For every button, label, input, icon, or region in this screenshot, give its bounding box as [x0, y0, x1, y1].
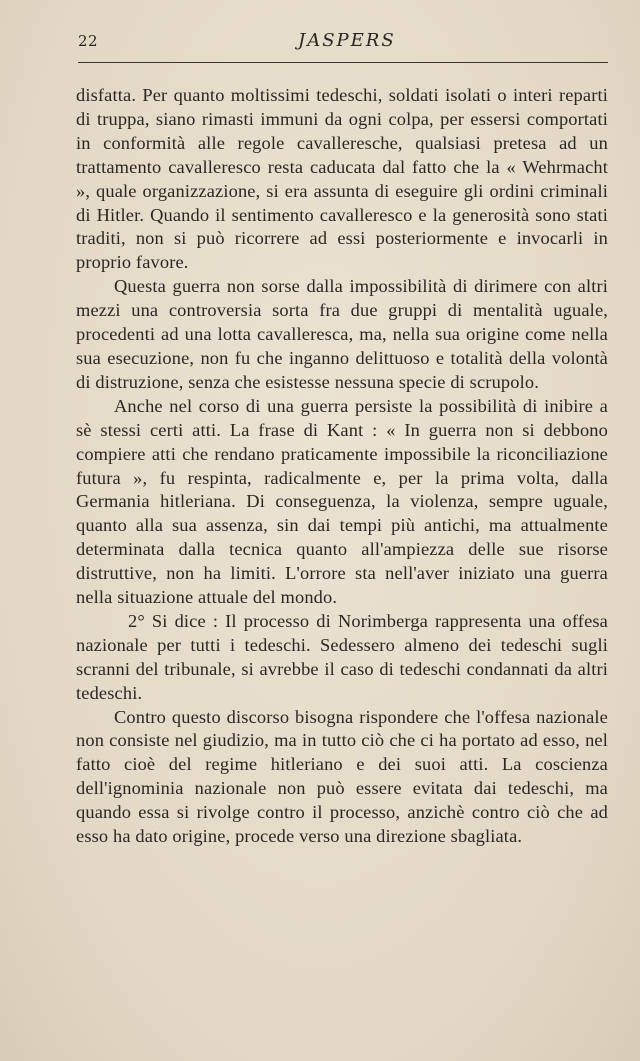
paragraph: Anche nel corso di una guerra persiste la possibilità di inibire a sè stessi certi atti. La frase di Kant : « In guerra non si debbono compiere atti che rendano praticamente impossibile la riconciliazione futura », fu respinta, radicalmente e, per la prima volta, dalla Germania hitleriana. Di conseguenza, la violenza, sempre uguale, quanto alla sua assenza, sin dai tempi più antichi, ma attualmente determinata dalla tecnica quanto all'ampiezza delle sue risorse distruttive, non ha limiti. L'orrore sta nell'aver iniziato una guerra nella situazione attuale del mondo. — [76, 395, 608, 608]
body-text — [76, 84, 608, 849]
page-header — [78, 28, 608, 58]
paragraph: Questa guerra non sorse dalla impossibilità di dirimere con altri mezzi una controversia sorta fra due gruppi di mentalità uguale, procedenti ad una lotta cavalleresca, ma, nella sua origine come nella sua esecuzione, non fu che inganno delittuoso e totalità della volontà di distruzione, senza che esistesse nessuna specie di scrupolo. — [76, 276, 608, 392]
paragraph: disfatta. Per quanto moltissimi tedeschi, soldati isolati o interi reparti di truppa, siano rimasti immuni da ogni colpa, per essersi comportati in conformità alle regole cavalleresche, qualsiasi pretesa ad un trattamento cavalleresco resta caducata dal fatto che la « Wehrmacht », quale organizzazione, si era assunta di eseguire gli ordini criminali di Hitler. Quando il sentimento cavalleresco e la generosità sono stati traditi, non si può ricorrere ad essi posteriormente e invocarli in proprio favore. — [76, 85, 608, 273]
page-number: 22 — [78, 32, 99, 50]
paragraph: 2° Si dice : Il processo di Norimberga rappresenta una offesa nazionale per tutti i tedeschi. Sedessero almeno dei tedeschi sugli scranni del tribunale, si avrebbe il caso di tedeschi condannati da altri tedeschi. — [76, 610, 608, 703]
header-rule — [78, 62, 608, 63]
running-title: JASPERS — [298, 30, 396, 51]
paragraph: Contro questo discorso bisogna rispondere che l'offesa nazionale non consiste nel giudizio, ma in tutto ciò che ci ha portato ad esso, nel fatto cioè del regime hitleriano e dei suoi atti. La coscienza dell'ignominia nazionale non può essere evitata dai tedeschi, ma quando essa si rivolge contro il processo, anzichè contro ciò che ad esso ha dato origine, procede verso una direzione sbagliata. — [76, 706, 608, 847]
